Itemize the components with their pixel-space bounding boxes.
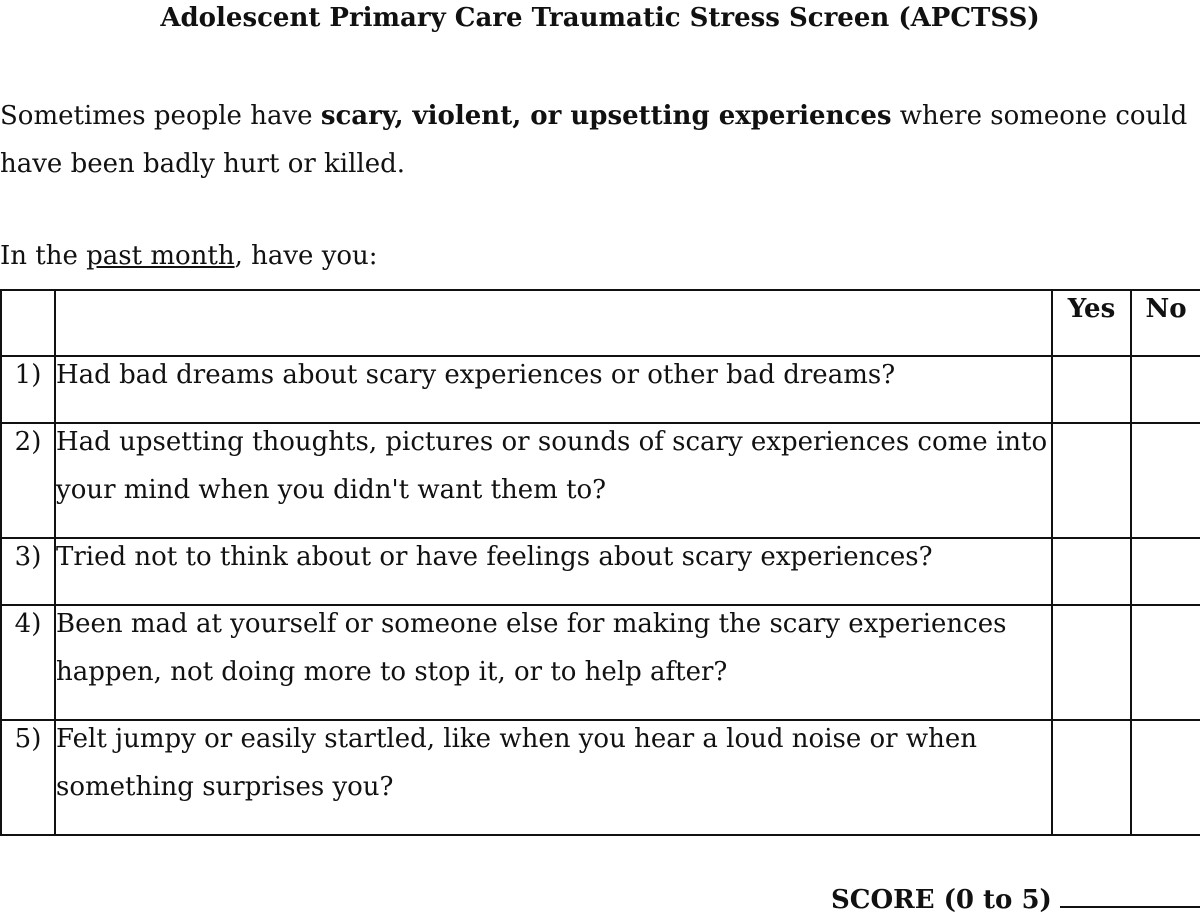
- score-field: [831, 884, 1200, 916]
- table-row: [1, 720, 1200, 835]
- table-row: [1, 605, 1200, 720]
- no-answer-cell[interactable]: [1131, 720, 1200, 835]
- table-header-row: [1, 290, 1200, 356]
- question-number: 4): [1, 605, 55, 720]
- table-row: [1, 356, 1200, 423]
- question-text: [55, 538, 1052, 605]
- table-row: [1, 538, 1200, 605]
- table-row: [1, 423, 1200, 538]
- yes-answer-cell[interactable]: [1052, 356, 1131, 423]
- no-answer-cell[interactable]: [1131, 356, 1200, 423]
- lead-text-underlined: past month: [86, 241, 235, 271]
- header-yes: Yes: [1052, 290, 1131, 356]
- form-title: Adolescent Primary Care Traumatic Stress Screen (APCTSS): [160, 3, 1040, 33]
- intro-text-bold: scary, violent, or upsetting experiences: [320, 101, 892, 131]
- question-text: [55, 356, 1052, 423]
- lead-text-end: , have you:: [234, 241, 378, 271]
- intro-text-end: where someone could have been badly hurt or killed.: [0, 101, 1188, 179]
- question-text-content: Felt jumpy or easily startled, like when you hear a loud noise or when something surprises you?: [56, 724, 977, 802]
- question-lead: [0, 238, 378, 274]
- question-number: 3): [1, 538, 55, 605]
- no-answer-cell[interactable]: [1131, 605, 1200, 720]
- question-text: [55, 720, 1052, 835]
- question-text-content: Had upsetting thoughts, pictures or sounds of scary experiences come into your mind when you didn't want them to?: [56, 427, 1048, 505]
- no-answer-cell[interactable]: [1131, 538, 1200, 605]
- yes-answer-cell[interactable]: [1052, 423, 1131, 538]
- question-text: [55, 423, 1052, 538]
- question-number: 1): [1, 356, 55, 423]
- score-label: SCORE (0 to 5): [831, 885, 1052, 915]
- question-number: 5): [1, 720, 55, 835]
- lead-text-start: In the: [0, 241, 87, 271]
- header-number-cell: [1, 290, 55, 356]
- intro-text-start: Sometimes people have: [0, 101, 321, 131]
- no-answer-cell[interactable]: [1131, 423, 1200, 538]
- header-no: No: [1131, 290, 1200, 356]
- question-table: [0, 289, 1200, 836]
- yes-answer-cell[interactable]: [1052, 605, 1131, 720]
- question-text-content: Tried not to think about or have feelings about scary experiences?: [56, 542, 933, 572]
- yes-answer-cell[interactable]: [1052, 538, 1131, 605]
- intro-paragraph: [0, 92, 1195, 188]
- yes-answer-cell[interactable]: [1052, 720, 1131, 835]
- header-question-cell: [55, 290, 1052, 356]
- question-text-content: Had bad dreams about scary experiences or other bad dreams?: [56, 360, 896, 390]
- question-text: [55, 605, 1052, 720]
- question-text-content: Been mad at yourself or someone else for making the scary experiences happen, not doing more to stop it, or to help after?: [56, 609, 1007, 687]
- score-blank-line[interactable]: [1060, 884, 1200, 908]
- question-number: 2): [1, 423, 55, 538]
